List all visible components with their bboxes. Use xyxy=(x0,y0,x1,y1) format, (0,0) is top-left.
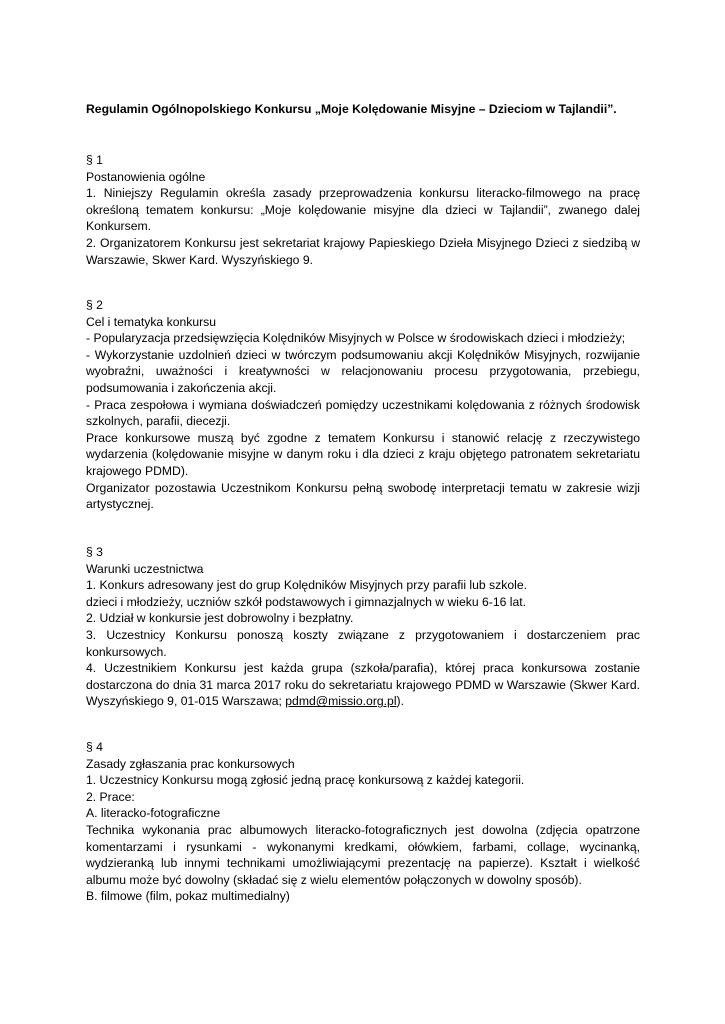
section-3-paragraph: 2. Udział w konkursie jest dobrowolny i bezpłatny. xyxy=(86,611,354,626)
section-4 xyxy=(86,739,640,905)
section-4-paragraph: A. literacko-fotograficzne xyxy=(86,806,221,821)
section-3-heading: Warunki uczestnictwa xyxy=(86,561,204,576)
section-2-paragraph: Organizator pozostawia Uczestnikom Konkursu pełną swobodę interpretacji tematu w zakresie wizji artystycznej. xyxy=(86,480,640,512)
section-4-number: § 4 xyxy=(86,740,103,754)
section-3-paragraph: 3. Uczestnicy Konkursu ponoszą koszty związane z przygotowaniem i dostarczeniem prac konkursowych. xyxy=(86,627,640,659)
section-1 xyxy=(86,152,640,268)
email-link[interactable]: pdmd@missio.org.pl xyxy=(285,694,397,709)
section-2 xyxy=(86,297,640,513)
section-3-paragraph xyxy=(86,660,640,710)
section-4-paragraph: B. filmowe (film, pokaz multimedialny) xyxy=(86,889,290,904)
section-1-paragraph: 1. Niniejszy Regulamin określa zasady przeprowadzenia konkursu literacko-filmowego na pracę określoną tematem konkursu: „Moje kolędowanie misyjne dla dzieci w Tajlandii”, zwanego dalej Konkursem. xyxy=(86,186,640,234)
section-4-paragraph: 1. Uczestnicy Konkursu mogą zgłosić jedną pracę konkursową z każdej kategorii. xyxy=(86,773,525,788)
document-title: Regulamin Ogólnopolskiego Konkursu „Moje Kolędowanie Misyjne – Dzieciom w Tajlandii”. xyxy=(86,102,617,116)
section-3-number: § 3 xyxy=(86,545,103,559)
section-3 xyxy=(86,544,640,710)
section-2-paragraph: - Popularyzacja przedsięwzięcia Kolędników Misyjnych w Polsce w środowiskach dzieci i młodzieży; xyxy=(86,331,626,346)
section-4-paragraph: Technika wykonania prac albumowych literacko-fotograficznych jest dowolna (zdjęcia opatrzone komentarzami i rysunkami - wykonanymi kredkami, ołówkiem, farbami, collage, wycinanką, wydzieranką lub innymi technikami umożliwiającymi prezentację na papierze). Kształt i wielkość albumu może być dowolny (składać się z wielu elementów połączonych w dowolny sposób). xyxy=(86,822,640,887)
section-4-paragraph: 2. Prace: xyxy=(86,789,135,804)
section-2-paragraph: Prace konkursowe muszą być zgodne z tematem Konkursu i stanowić relację z rzeczywistego wydarzenia (kolędowanie misyjne w danym roku i dla dzieci z kraju objętego patronatem sekretariatu krajowego PDMD). xyxy=(86,430,640,478)
section-1-number: § 1 xyxy=(86,153,103,167)
section-2-paragraph: - Wykorzystanie uzdolnień dzieci w twórczym podsumowaniu akcji Kolędników Misyjnych, rozwijanie wyobraźni, uważności i kreatywności w relacjonowaniu procesu przygotowania, przebiegu, podsumowania i zakończenia akcji. xyxy=(86,347,640,395)
section-2-heading: Cel i tematyka konkursu xyxy=(86,314,217,329)
section-4-heading: Zasady zgłaszania prac konkursowych xyxy=(86,756,295,771)
section-2-paragraph: - Praca zespołowa i wymiana doświadczeń pomiędzy uczestnikami kolędowania z różnych środowisk szkolnych, parafii, diecezji. xyxy=(86,397,640,429)
section-1-paragraph: 2. Organizatorem Konkursu jest sekretariat krajowy Papieskiego Dzieła Misyjnego Dzieci z siedzibą w Warszawie, Skwer Kard. Wyszyńskiego 9. xyxy=(86,235,640,267)
section-1-heading: Postanowienia ogólne xyxy=(86,169,206,184)
section-3-paragraph: dzieci i młodzieży, uczniów szkół podstawowych i gimnazjalnych w wieku 6-16 lat. xyxy=(86,594,527,609)
section-3-paragraph-end: ). xyxy=(396,694,404,709)
section-2-number: § 2 xyxy=(86,298,103,312)
section-3-paragraph: 1. Konkurs adresowany jest do grup Kolędników Misyjnych przy parafii lub szkole. xyxy=(86,578,527,593)
section-3-paragraph-text: 4. Uczestnikiem Konkursu jest każda grupa (szkoła/parafia), której praca konkursowa zostanie dostarczona do dnia 31 marca 2017 roku do sekretariatu krajowego PDMD w Warszawie (Skwer Kard. Wyszyńskiego 9, 01-015 Warszawa; xyxy=(86,661,640,709)
